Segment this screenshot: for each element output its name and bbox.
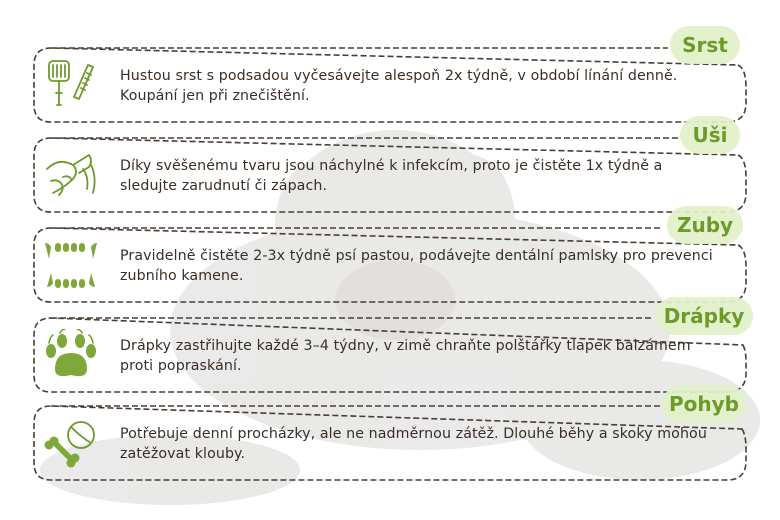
tag-zuby: Zuby	[667, 206, 743, 244]
usi-description: Díky svěšenému tvaru jsou náchylné k infekcím, proto je čistěte 1x týdně a sledujte zarudnutí či zápach.	[120, 158, 663, 194]
brush-and-comb-icon	[43, 59, 99, 111]
tag-usi: Uši	[680, 116, 740, 154]
tag-srst: Srst	[670, 26, 740, 64]
zuby-description: Pravidelně čistěte 2-3x týdně psí pastou, podávejte dentální pamlsky pro prevenci zubního kamene.	[120, 248, 713, 284]
tag-drapky: Drápky	[655, 297, 753, 335]
card-pohyb	[33, 405, 747, 481]
card-zuby	[33, 227, 747, 303]
srst-description: Hustou srst s podsadou vyčesávejte alespoň 2x týdně, v období línání denně. Koupání jen při znečištění.	[120, 68, 678, 104]
card-drapky	[33, 317, 747, 393]
ear-cleaning-icon	[43, 149, 99, 201]
card-usi	[33, 137, 747, 213]
pohyb-description: Potřebuje denní procházky, ale ne nadměrnou zátěž. Dlouhé běhy a skoky mohou zatěžovat klouby.	[120, 426, 707, 462]
card-srst	[33, 47, 747, 123]
drapky-description: Drápky zastřihujte každé 3–4 týdny, v zimě chraňte polštářky tlapek balzámem proti popraskání.	[120, 338, 691, 374]
paw-claws-icon	[43, 329, 99, 381]
bone-and-ball-icon	[43, 417, 99, 469]
tag-pohyb: Pohyb	[662, 385, 746, 423]
dog-teeth-icon	[43, 239, 99, 291]
